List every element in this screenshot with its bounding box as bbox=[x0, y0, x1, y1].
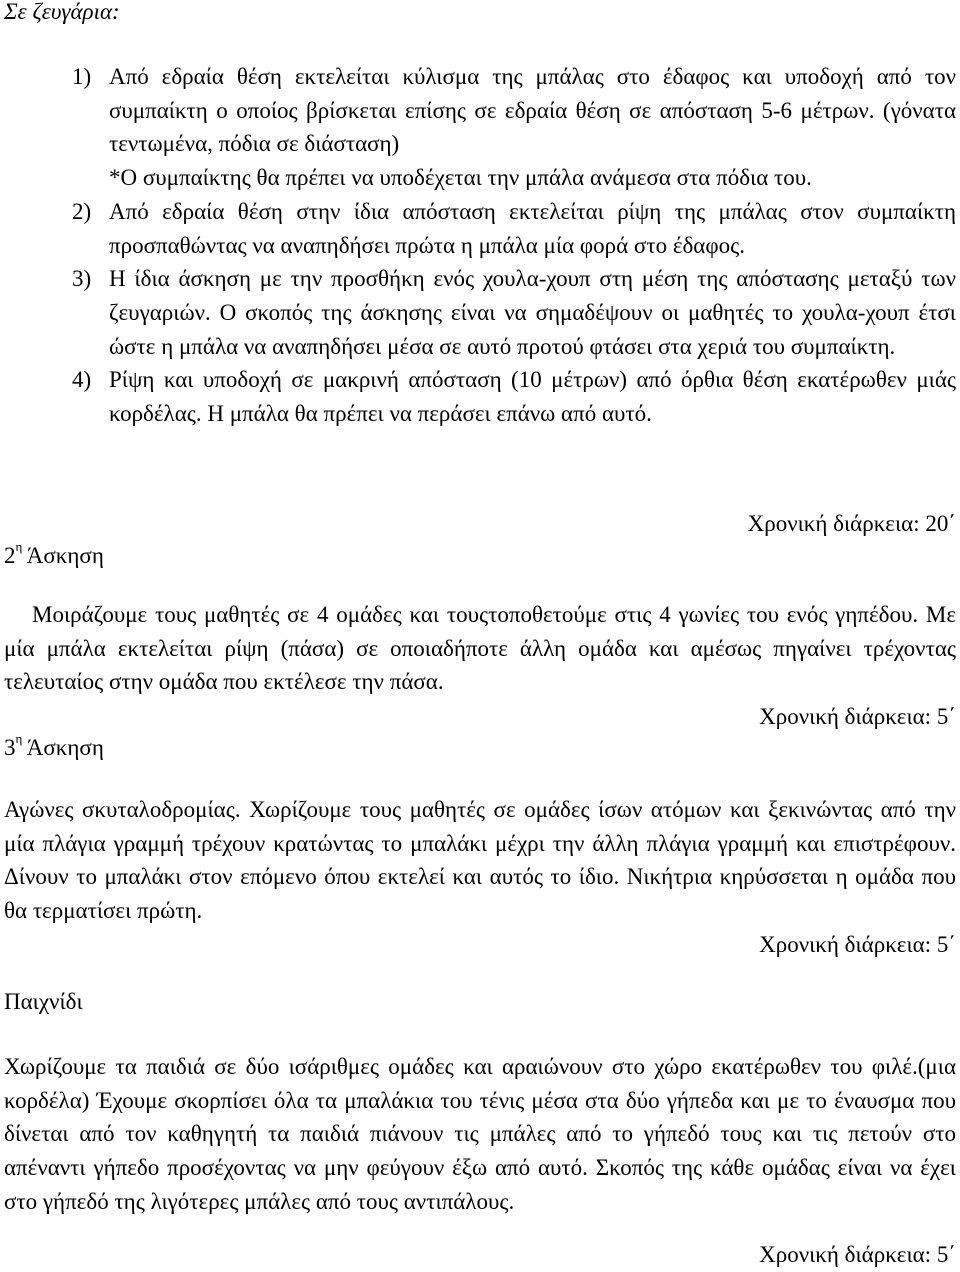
exercise-item-1 bbox=[72, 60, 956, 195]
exercise-number: 4) bbox=[72, 367, 92, 393]
duration-label: Χρονική διάρκεια: 5΄ bbox=[759, 932, 956, 957]
exercise-item-2 bbox=[72, 195, 956, 262]
section-ordinal: η bbox=[15, 539, 23, 555]
section-label: Άσκηση bbox=[26, 543, 104, 568]
exercise-list bbox=[72, 60, 956, 431]
exercise-number: 1) bbox=[72, 64, 92, 89]
section-2-text: Μοιράζουμε τους μαθητές σε 4 ομάδες και τουςτοποθετούμε στις 4 γωνίες του ενός γηπέδου. Με μία μπάλα εκτελείται ρίψη (πάσα) σε οποιαδήποτε άλλη ομάδα και αμέσως πηγαίνει τρέχοντας τελευταίος στην ομάδα που εκτέλεσε την πάσα. bbox=[4, 602, 956, 695]
duration-label: Χρονική διάρκεια: 20΄ bbox=[747, 511, 956, 536]
section-2-title bbox=[4, 539, 104, 573]
exercise-number: 2) bbox=[72, 198, 92, 224]
section-number: 3 bbox=[4, 735, 16, 760]
exercise-item-3 bbox=[72, 262, 956, 363]
exercise-text: Από εδραία θέση εκτελείται κύλισμα της μπάλας στο έδαφος και υποδοχή από τον συμπαίκτη ο οποίος βρίσκεται επίσης σε εδραία θέση σε απόσταση 5-6 μέτρων. (γόνατα τεντωμένα, πόδια σε διάσταση) bbox=[109, 64, 956, 157]
section-3-title bbox=[4, 731, 104, 765]
intro-heading: Σε ζευγάρια: bbox=[4, 0, 120, 24]
game-text: Χωρίζουμε τα παιδιά σε δύο ισάριθμες ομάδες και αραιώνουν στο χώρο εκατέρωθεν του φιλέ.(μια κορδέλα) Έχουμε σκορπίσει όλα τα μπαλάκια του τένις μέσα στα δύο γήπεδα και με το έναυσμα που δίνεται από τον καθηγητή τα παιδιά πιάνουν τις μπάλες από το γήπεδό τους και τις πετούν στο απέναντι γήπεδο προσέχοντας να μην φεύγουν έξω από αυτό. Σκοπός της κάθε ομάδας είναι να έχει στο γήπεδό της λιγότερες μπάλες από τους αντιπάλους. bbox=[4, 1054, 956, 1214]
section-label: Άσκηση bbox=[26, 735, 104, 760]
exercise-text: Ρίψη και υποδοχή σε μακρινή απόσταση (10 μέτρων) από όρθια θέση εκατέρωθεν μιάς κορδέλας. Η μπάλα θα πρέπει να περάσει επάνω από αυτό. bbox=[109, 367, 956, 427]
section-3-text: Αγώνες σκυταλοδρομίας. Χωρίζουμε τους μαθητές σε ομάδες ίσων ατόμων και ξεκινώντας από την μία πλάγια γραμμή τρέχουν κρατώντας το μπαλάκι μέχρι την άλλη πλάγια γραμμή και επιστρέφουν. Δίνουν το μπαλάκι στον επόμενο όπου εκτελεί και αυτός το ίδιο. Νικήτρια κηρύσσεται η ομάδα που θα τερματίσει πρώτη. bbox=[4, 797, 956, 924]
exercise-text: Από εδραία θέση στην ίδια απόσταση εκτελείται ρίψη της μπάλας στον συμπαίκτη προσπαθώντας να αναπηδήσει πρώτα η μπάλα μία φορά στο έδαφος. bbox=[109, 198, 956, 258]
exercise-text: Η ίδια άσκηση με την προσθήκη ενός χουλα-χουπ στη μέση της απόστασης μεταξύ των ζευγαριών. Ο σκοπός της άσκησης είναι να σημαδέψουν οι μαθητές το χουλα-χουπ έτσι ώστε η μπάλα να αναπηδήσει μέσα σε αυτό προτού φτάσει στα χεριά του συμπαίκτη. bbox=[109, 266, 956, 359]
exercise-number: 3) bbox=[72, 266, 92, 292]
exercise-item-4 bbox=[72, 363, 956, 430]
section-ordinal: η bbox=[15, 731, 23, 747]
game-title: Παιχνίδι bbox=[4, 989, 83, 1014]
exercise-note: *Ο συμπαίκτης θα πρέπει να υποδέχεται την μπάλα ανάμεσα στα πόδια του. bbox=[109, 165, 812, 191]
duration-label: Χρονική διάρκεια: 5΄ bbox=[759, 704, 956, 729]
duration-label: Χρονική διάρκεια: 5΄ bbox=[759, 1242, 956, 1267]
section-number: 2 bbox=[4, 543, 16, 568]
